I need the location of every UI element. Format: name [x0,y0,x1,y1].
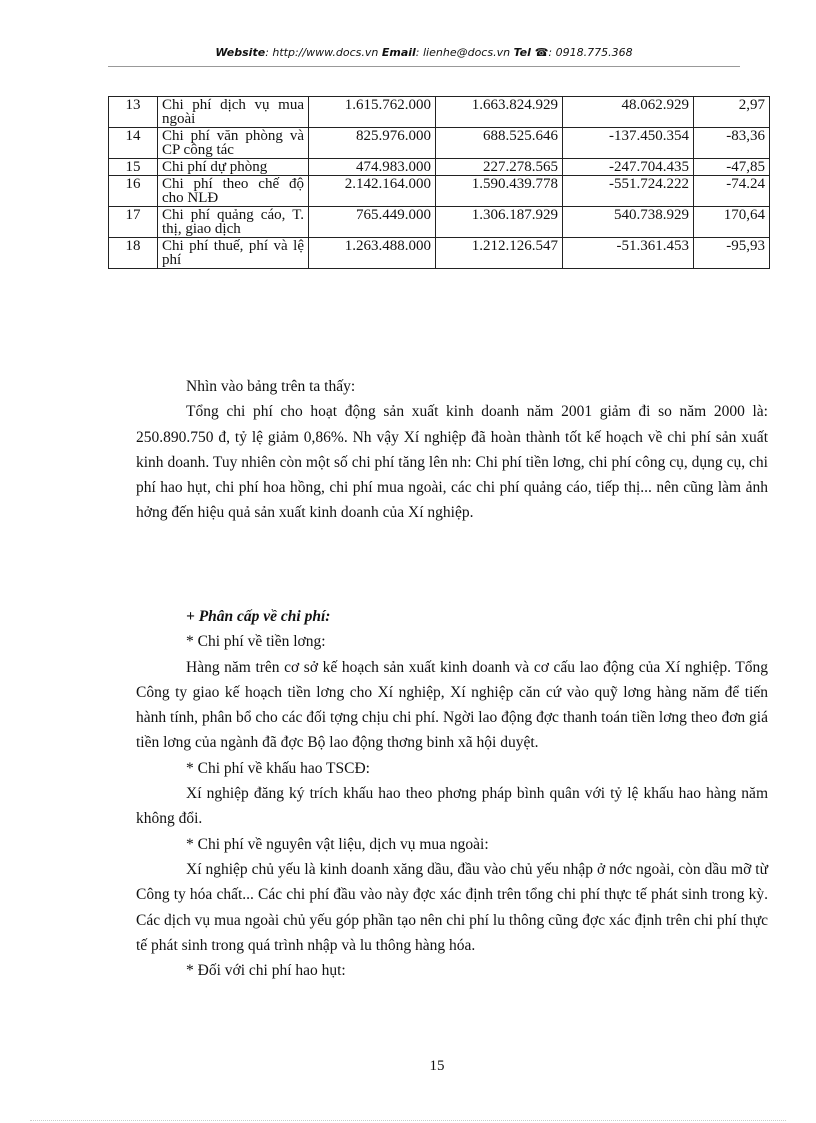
row-number: 14 [109,128,158,159]
value-2000: 1.615.762.000 [309,97,436,128]
depreciation-paragraph: Xí nghiệp đăng ký trích khấu hao theo phơng pháp bình quân với tỷ lệ khấu hao hàng năm không đổi. [136,785,768,828]
table-row [109,159,770,176]
subheading-materials: * Chi phí về nguyên vật liệu, dịch vụ mua ngoài: [186,835,489,853]
difference-amount: 540.738.929 [563,207,694,238]
difference-percent: -83,36 [694,128,770,159]
difference-amount: -247.704.435 [563,159,694,176]
intro-line: Nhìn vào bảng trên ta thấy: [186,378,356,395]
row-number: 18 [109,238,158,269]
row-description: Chi phí theo chế độ cho NLĐ [158,176,309,207]
difference-amount: -551.724.222 [563,176,694,207]
cost-table-body [109,97,770,269]
difference-percent: 2,97 [694,97,770,128]
value-2001: 1.306.187.929 [436,207,563,238]
subheading-salary: * Chi phí về tiền lơng: [186,633,326,651]
email-label: Email [381,46,416,59]
value-2001: 1.590.439.778 [436,176,563,207]
value-2001: 1.212.126.547 [436,238,563,269]
analysis-paragraph: Tổng chi phí cho hoạt động sản xuất kinh doanh năm 2001 giảm đi so năm 2000 là: 250.890.750 đ, tỷ lệ giảm 0,86%. Nh vậy Xí nghiệp đã hoàn thành tốt kế hoạch về chi phí sản xuất kinh doanh. Tuy nhiên còn một số chi phí tăng lên nh: Chi phí tiền lơng, chi phí công cụ, dụng cụ, chi phí hao hụt, chi phí hoa hồng, chi phí mua ngoài, các chi phí quảng cáo, tiếp thị... nên cũng làm ảnh hởng đến hiệu quả sản xuất kinh doanh của Xí nghiệp. [136,403,768,522]
materials-paragraph: Xí nghiệp chủ yếu là kinh doanh xăng dầu, đầu vào chủ yếu nhập ở nớc ngoài, còn dầu mỡ từ Công ty hóa chất... Các chi phí đầu vào này đợc xác định trên tổng chi phí thực tế phát sinh trong kỳ. Các dịch vụ mua ngoài chủ yếu góp phần tạo nên chi phí lu thông cũng đợc xác định trên chi phí thực tế phát sinh trong quá trình nhập và lu thông hàng hóa. [136,860,768,954]
row-description: Chi phí dự phòng [158,159,309,176]
table-row [109,207,770,238]
row-description: Chi phí văn phòng và CP công tác [158,128,309,159]
value-2001: 688.525.646 [436,128,563,159]
website-value: : http://www.docs.vn [265,46,379,59]
difference-percent: -74.24 [694,176,770,207]
row-description: Chi phí dịch vụ mua ngoài [158,97,309,128]
subheading-depreciation: * Chi phí về khấu hao TSCĐ: [186,759,370,777]
difference-amount: -51.361.453 [563,238,694,269]
section-heading: + Phân cấp về chi phí: [186,608,331,625]
row-number: 15 [109,159,158,176]
table-row [109,176,770,207]
tel-value: : 0918.775.368 [548,46,633,59]
difference-percent: 170,64 [694,207,770,238]
salary-paragraph: Hàng năm trên cơ sở kế hoạch sản xuất kinh doanh và cơ cấu lao động của Xí nghiệp. Tổng Công ty giao kế hoạch tiền lơng cho Xí nghiệp, Xí nghiệp căn cứ vào quỹ lơng hàng năm để tiến hành tính, phân bổ cho các đối tợng chịu chi phí. Ngời lao động đợc thanh toán tiền lơng theo đơn giá tiền lơng của ngành đã đợc Bộ lao động thơng binh xã hội duyệt. [136,658,768,752]
value-2000: 1.263.488.000 [309,238,436,269]
email-value: : lienhe@docs.vn [415,46,511,59]
page-bottom-divider [30,1120,786,1121]
row-description: Chi phí thuế, phí và lệ phí [158,238,309,269]
value-2000: 474.983.000 [309,159,436,176]
cost-table [108,96,770,269]
table-row [109,238,770,269]
value-2001: 1.663.824.929 [436,97,563,128]
analysis-section [136,374,768,526]
table-row [109,128,770,159]
difference-percent: -95,93 [694,238,770,269]
row-number: 13 [109,97,158,128]
difference-amount: 48.062.929 [563,97,694,128]
page-number: 15 [429,1058,445,1074]
value-2001: 227.278.565 [436,159,563,176]
value-2000: 765.449.000 [309,207,436,238]
page-header [108,46,740,67]
difference-amount: -137.450.354 [563,128,694,159]
row-number: 16 [109,176,158,207]
row-number: 17 [109,207,158,238]
cost-classification-section [136,604,768,983]
value-2000: 2.142.164.000 [309,176,436,207]
table-row [109,97,770,128]
website-label: Website [215,46,266,59]
row-description: Chi phí quảng cáo, T. thị, giao dịch [158,207,309,238]
value-2000: 825.976.000 [309,128,436,159]
subheading-shrinkage: * Đối với chi phí hao hụt: [186,962,346,980]
tel-label: Tel ☎ [513,46,549,59]
difference-percent: -47,85 [694,159,770,176]
